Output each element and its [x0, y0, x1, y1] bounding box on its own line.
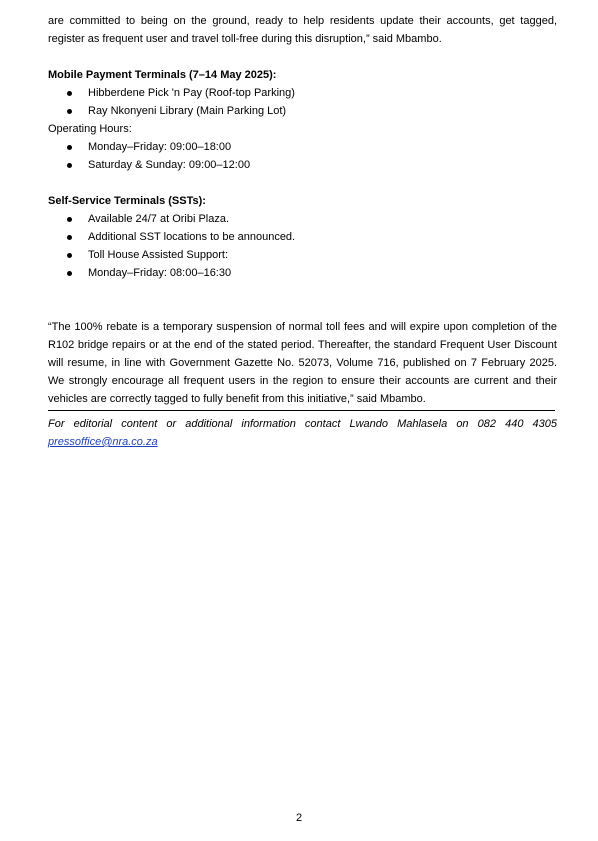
sst-heading: Self-Service Terminals (SSTs):: [48, 195, 206, 207]
sst-list: [48, 210, 557, 282]
list-item: Saturday & Sunday: 09:00–12:00: [88, 156, 557, 174]
list-item: Toll House Assisted Support:: [88, 246, 557, 264]
mobile-terminals-list: [48, 84, 557, 120]
list-item: Ray Nkonyeni Library (Main Parking Lot): [88, 102, 557, 120]
list-item: Hibberdene Pick 'n Pay (Roof-top Parking): [88, 84, 557, 102]
divider: [48, 410, 555, 411]
mobile-terminals-heading: Mobile Payment Terminals (7–14 May 2025):: [48, 69, 277, 81]
document-body: [48, 12, 557, 451]
closing-paragraph: “The 100% rebate is a temporary suspension of normal toll fees and will expire upon completion of the R102 bridge repairs or at the end of the stated period. Thereafter, the standard Frequent User Discount will resume, in line with Government Gazette No. 52073, Volume 716, published on 7 February 2025. We strongly encourage all frequent users in the region to ensure their accounts are current and their vehicles are correctly tagged to fully benefit from this initiative,” said Mbambo.: [48, 321, 557, 405]
editorial-contact: For editorial content or additional information contact Lwando Mahlasela on 082 440 4305: [48, 418, 557, 430]
list-item: Monday–Friday: 08:00–16:30: [88, 264, 557, 282]
operating-hours-list: [48, 138, 557, 174]
intro-paragraph: are committed to being on the ground, ready to help residents update their accounts, get tagged, register as frequent user and travel toll-free during this disruption,” said Mbambo.: [48, 15, 557, 45]
list-item: Available 24/7 at Oribi Plaza.: [88, 210, 557, 228]
list-item: Additional SST locations to be announced.: [88, 228, 557, 246]
list-item: Monday–Friday: 09:00–18:00: [88, 138, 557, 156]
operating-hours-label: Operating Hours:: [48, 123, 132, 135]
press-office-email-link[interactable]: pressoffice@nra.co.za: [48, 436, 158, 448]
page-number: 2: [295, 812, 303, 824]
